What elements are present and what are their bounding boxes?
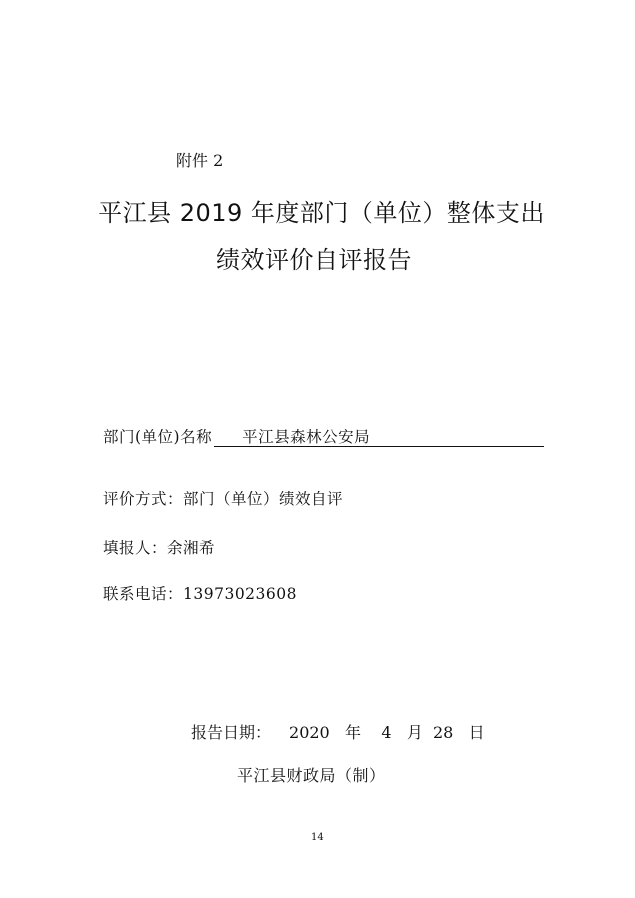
evaluation-method-label: 评价方式：	[103, 490, 184, 508]
report-date-year-unit: 年	[345, 723, 362, 742]
department-field	[103, 425, 544, 447]
report-title-line-2: 绩效评价自评报告	[216, 246, 412, 274]
report-date-month-unit: 月	[406, 723, 423, 742]
contact-phone-value: 13973023608	[183, 585, 297, 603]
issuer: 平江县财政局（制）	[237, 766, 386, 785]
department-label: 部门(单位)名称	[103, 428, 213, 446]
attachment-label: 附件 2	[176, 151, 224, 170]
report-date-label: 报告日期：	[191, 723, 272, 742]
evaluation-method-value: 部门（单位）绩效自评	[183, 490, 344, 508]
contact-phone-label: 联系电话：	[103, 585, 184, 603]
filler-label: 填报人：	[103, 539, 168, 557]
contact-phone-field	[103, 582, 297, 604]
report-date-year: 2020	[289, 723, 330, 742]
evaluation-method-field	[103, 487, 343, 509]
report-date-day: 28	[433, 723, 454, 742]
report-title-line-1: 平江县 2019 年度部门（单位）整体支出	[98, 199, 545, 227]
department-underline	[214, 428, 544, 447]
filler-value: 余湘希	[167, 539, 216, 557]
filler-field	[103, 536, 215, 558]
report-date	[191, 720, 485, 743]
page-number: 14	[311, 832, 324, 843]
report-date-month: 4	[381, 723, 392, 742]
department-value: 平江县森林公安局	[242, 428, 371, 446]
report-date-day-unit: 日	[468, 723, 485, 742]
